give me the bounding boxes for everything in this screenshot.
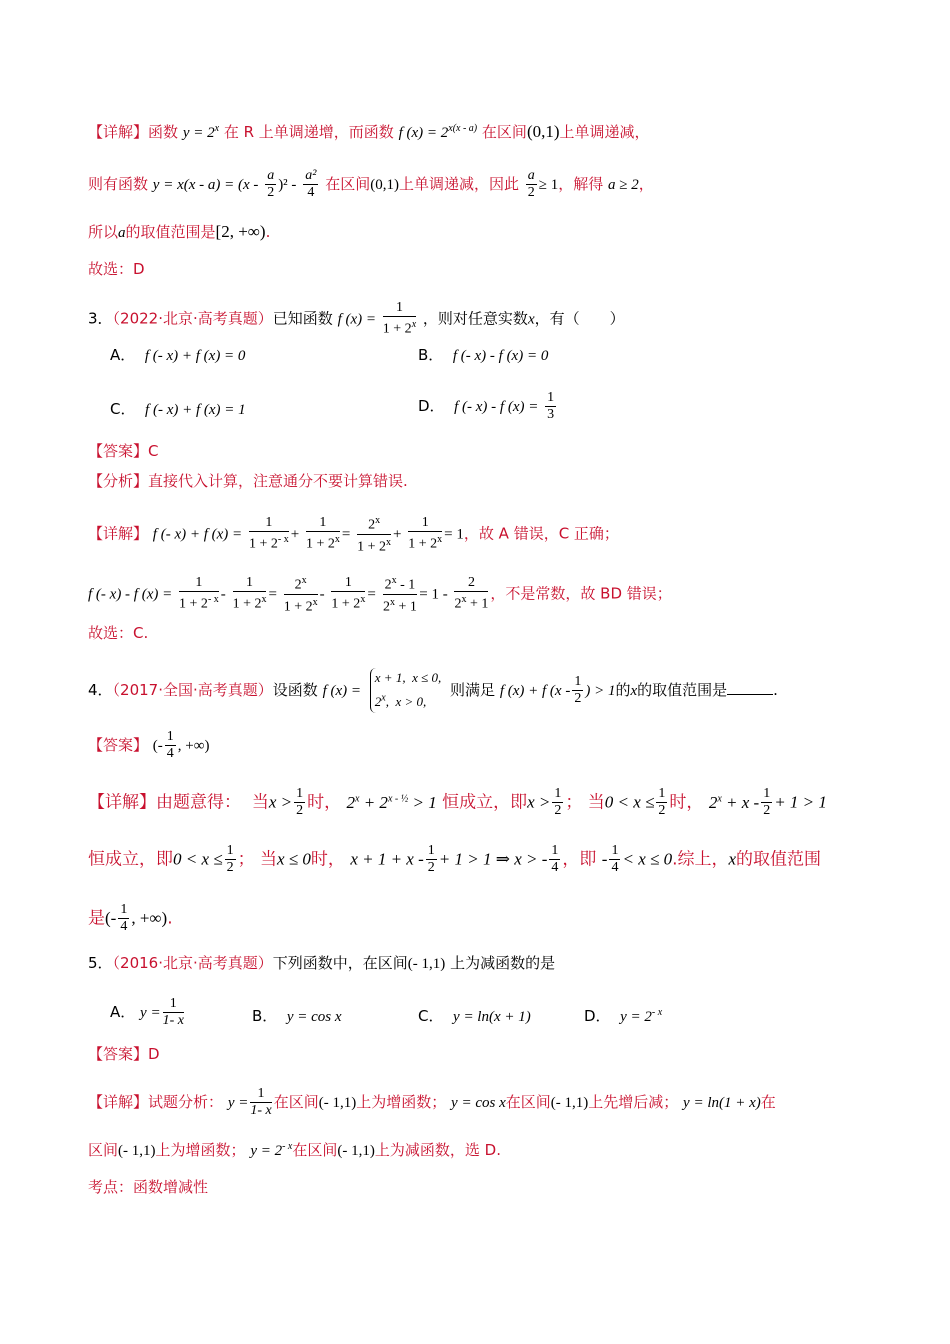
q3-answer: 【答案】C <box>88 442 159 460</box>
q3-option-b[interactable]: B． f (- x) - f (x) = 0 <box>418 346 549 364</box>
q3-option-c[interactable]: C． f (- x) + f (x) = 1 <box>110 400 246 418</box>
q5-option-c[interactable]: C． y = ln(x + 1) <box>418 1007 531 1025</box>
q4-detail-line-3: 是(- $\frac{1}{4}$ , +∞). <box>88 902 173 934</box>
q3-choose: 故选：C. <box>88 624 149 642</box>
q5-stem: 5．（2016·北京·高考真题）下列函数中，在区间(- 1,1) 上为减函数的是 <box>88 954 556 972</box>
q4-answer: 【答案】 (- $\frac{1}{4}$ , +∞) <box>88 729 210 761</box>
q5-detail-line-2: 区间(- 1,1)上为增函数； $y = 2^{- x}$在区间(- 1,1)上为减函数，选 D. <box>88 1141 501 1159</box>
q3-option-d[interactable]: D． f (- x) - f (x) = $\frac{1}{3}$ <box>418 390 555 422</box>
q5-option-b[interactable]: B． y = cos x <box>252 1007 342 1025</box>
q2-detail-line-2: 则有函数 y = x(x - a) = (x - $\frac{a}{2}$ )² - $\frac{\text{a²}}{4}$ 在区间(0,1)上单调递减，因此 $\frac{a}{2}$ ≥ 1，解得 a ≥ 2， <box>88 168 654 200</box>
q2-detail-line-1: 【详解】函数 $y = 2^x$ 在 R 上单调递增，而函数 f $(x) = 2^{x(x - a)}$ 在区间(0,1)上单调递减， <box>88 122 650 141</box>
q4-detail-line-2: 恒成立，即0 < x ≤ $\frac{1}{2}$ ； 当x ≤ 0时， x + 1 + x - $\frac{1}{2}$ + 1 > 1 ⇒ x > - $\frac{1}{4}$ ，即 - $\frac{1}{4}$ < x ≤ 0.综上，x的取值范围 <box>88 843 822 875</box>
q3-option-a[interactable]: A． f (- x) + f (x) = 0 <box>110 346 246 364</box>
q5-detail-line-1: 【详解】试题分析： y = $\frac{1}{1- x}$ 在区间(- 1,1)上为增函数； y = cos x在区间(- 1,1)上先增后减； y = ln(1 + x)在 <box>88 1086 776 1118</box>
q4-stem: 4．（2017·全国·高考真题）设函数 f (x) = x + 1, x ≤ 0, 2$^x$, x > 0, 则满足 f (x) + f (x - $\frac{1}{2}$ ) > 1的x的取值范围是 . <box>88 668 910 713</box>
q5-option-d[interactable]: D． $y = 2^{- x}$ <box>584 1007 663 1025</box>
q5-kaodian: 考点：函数增减性 <box>88 1178 209 1196</box>
q5-answer: 【答案】D <box>88 1045 160 1063</box>
q4-detail-line-1: 【详解】由题意得： 当x > $\frac{1}{2}$ 时， $2^x + 2^{x - \frac{1}{2}} > 1$ 恒成立，即x > $\frac{1}{2}$ ； 当0 < x ≤ $\frac{1}{2}$ 时， $2^x + x$ - $\frac{1}{2}$ + 1 > 1 <box>88 786 827 818</box>
q3-detail-line-2: f (- x) - f (x) = $\frac{1}{1 + 2^{- x}}$ - $\frac{1}{1 + 2^x}$ = $\frac{2^x}{1 + 2^x}$ - $\frac{1}{1 + 2^x}$ = $\frac{2^x - 1}{2^x + 1}$ = 1 - $\frac{2}{2^x + 1}$ ，不是常数，故 BD 错误； <box>88 575 672 615</box>
q5-option-a[interactable]: A． y = $\frac{1}{1- x}$ <box>110 996 184 1028</box>
q3-stem: 3．（2022·北京·高考真题）已知函数 f (x) = $\frac{1}{1 + 2^x}$ ，则对任意实数x，有（ ） <box>88 300 625 337</box>
q2-choose: 故选：D <box>88 260 145 278</box>
q3-analysis: 【分析】直接代入计算，注意通分不要计算错误. <box>88 472 408 490</box>
q3-detail-line-1: 【详解】 f (- x) + f (x) = $\frac{1}{1 + 2^{- x}}$ + $\frac{1}{1 + 2^x}$ = $\frac{2^x}{1 + 2^x}$ + $\frac{1}{1 + 2^x}$ = 1，故 A 错误，C 正确； <box>88 515 619 555</box>
q2-detail-line-3: 所以a的取值范围是[2, +∞). <box>88 222 271 241</box>
